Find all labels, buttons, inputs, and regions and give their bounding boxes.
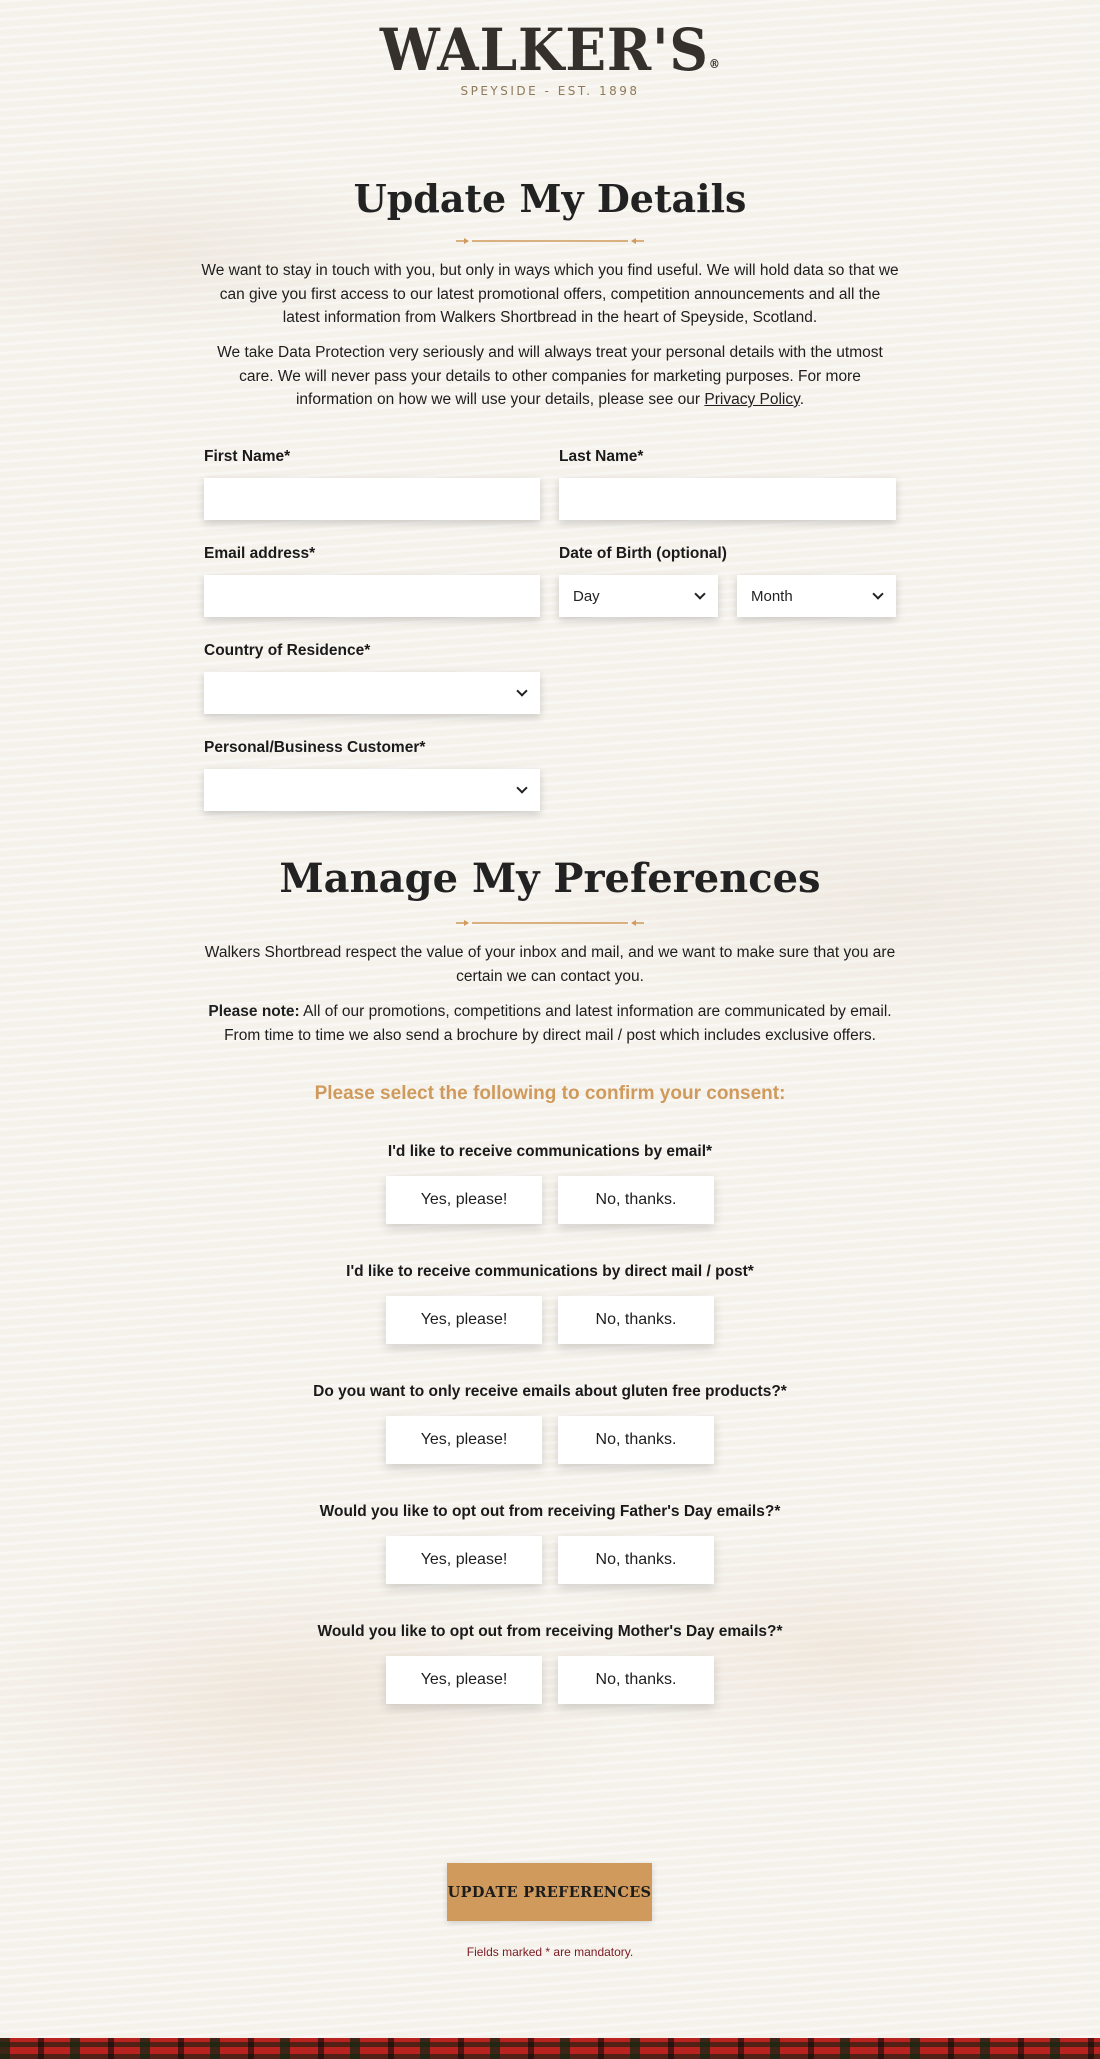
logo-wordmark: WALKER'S [379,16,709,84]
email-yes-button[interactable]: Yes, please! [386,1176,542,1224]
update-preferences-button[interactable]: UPDATE PREFERENCES [447,1863,652,1921]
customer-type-label: Personal/Business Customer* [204,739,426,756]
first-name-field[interactable] [204,478,540,520]
question-gluten-free-label: Do you want to only receive emails about gluten free products?* [313,1383,787,1400]
chevron-down-icon [694,588,705,599]
privacy-policy-link[interactable]: Privacy Policy [704,391,800,408]
last-name-label: Last Name* [559,448,644,465]
ornament-divider-icon [456,918,644,928]
details-intro-text: We want to stay in touch with you, but only in ways which you find useful. We will hold data so that we can give you first access to our latest promotional offers, competition announcements and all the latest information from Walkers Shortbread in the heart of Speyside, Scotland. [201,262,899,326]
dob-day-value: Day [573,587,600,605]
please-note-text: Please note: All of our promotions, competitions and latest information are communicated by email. From time to time we also send a brochure by direct mail / post which includes exclusive offers. [208,1003,892,1044]
post-no-button[interactable]: No, thanks. [558,1296,714,1344]
question-mothers-day-label: Would you like to opt out from receiving Mother's Day emails?* [317,1623,783,1640]
email-field[interactable] [204,575,540,617]
question-post-label: I'd like to receive communications by direct mail / post* [346,1263,754,1280]
customer-type-select[interactable] [204,769,540,811]
registered-mark: ® [708,57,721,71]
dob-month-select[interactable] [737,575,896,617]
chevron-down-icon [516,685,527,696]
last-name-field[interactable] [559,478,896,520]
question-fathers-day-label: Would you like to opt out from receiving Father's Day emails?* [319,1503,781,1520]
brand-logo [0,18,1100,98]
mandatory-note: Fields marked * are mandatory. [466,1945,634,1959]
logo-tagline: SPEYSIDE - EST. 1898 [460,84,640,98]
post-yes-button[interactable]: Yes, please! [386,1296,542,1344]
email-label: Email address* [204,545,316,562]
country-label: Country of Residence* [204,642,371,659]
mothers-day-no-button[interactable]: No, thanks. [558,1656,714,1704]
question-email-label: I'd like to receive communications by email* [387,1143,713,1160]
tartan-footer-strip [0,2038,1100,2059]
preferences-intro-text: Walkers Shortbread respect the value of your inbox and mail, and we want to make sure that you are certain we can contact you. [204,944,896,985]
gluten-free-no-button[interactable]: No, thanks. [558,1416,714,1464]
page-title: Update My Details [353,176,747,221]
country-select[interactable] [204,672,540,714]
consent-heading: Please select the following to confirm your consent: [314,1083,786,1104]
dob-month-value: Month [751,587,793,605]
gluten-free-yes-button[interactable]: Yes, please! [386,1416,542,1464]
dob-day-select[interactable] [559,575,718,617]
email-no-button[interactable]: No, thanks. [558,1176,714,1224]
preferences-title: Manage My Preferences [279,855,821,902]
fathers-day-yes-button[interactable]: Yes, please! [386,1536,542,1584]
first-name-label: First Name* [204,448,291,465]
fathers-day-no-button[interactable]: No, thanks. [558,1536,714,1584]
chevron-down-icon [872,588,883,599]
chevron-down-icon [516,782,527,793]
ornament-divider-icon [456,236,644,246]
mothers-day-yes-button[interactable]: Yes, please! [386,1656,542,1704]
data-protection-text: We take Data Protection very seriously and will always treat your personal details with the utmost care. We will never pass your details to other companies for marketing purposes. For more information on how we will use your details, please see our Privacy Policy. [217,344,883,408]
dob-label: Date of Birth (optional) [559,545,727,562]
